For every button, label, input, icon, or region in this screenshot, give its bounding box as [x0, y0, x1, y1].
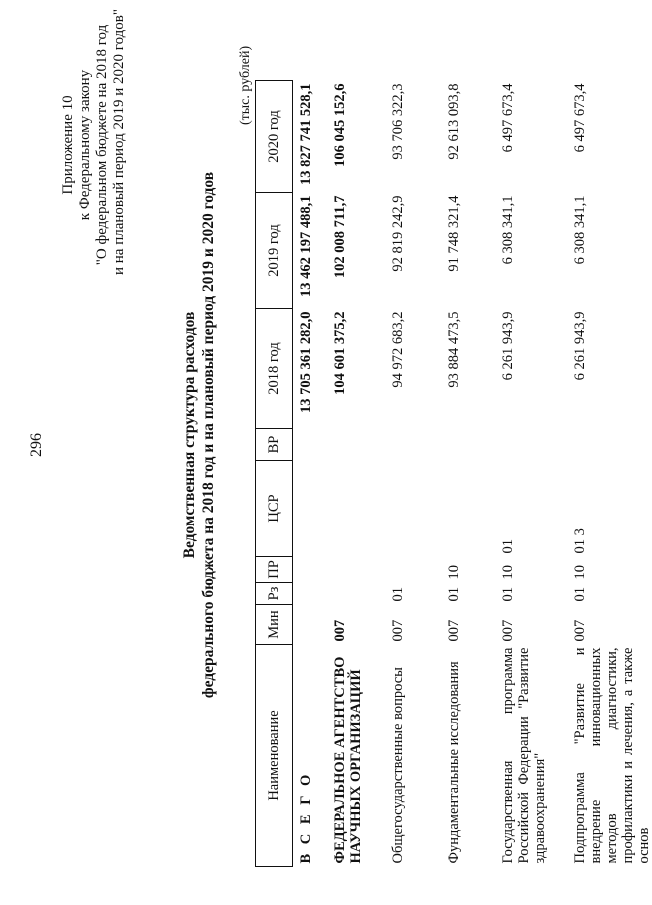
row-min: 007: [500, 619, 516, 642]
header-2019: 2019 год: [256, 193, 293, 309]
row-csr: [324, 461, 382, 557]
title-line-2: федерального бюджета на 2018 год и на плановый период 2019 и 2020 годов: [200, 171, 217, 699]
table-row: [492, 81, 564, 867]
row-2019: 92 819 242,9: [390, 195, 406, 272]
row-rz: 01: [500, 587, 516, 602]
row-vr: [382, 429, 438, 461]
row-name: ФЕДЕРАЛЬНОЕ АГЕНТСТВО НАУЧНЫХ ОРГАНИЗАЦИЙ: [332, 656, 364, 864]
header-min: Мин: [256, 605, 293, 645]
row-pr: 10: [446, 565, 462, 580]
header-2018: 2018 год: [256, 309, 293, 429]
document-title: [180, 155, 218, 715]
row-min: 007: [332, 619, 348, 642]
row-vr: [492, 429, 564, 461]
row-pr: [293, 557, 325, 583]
row-vr: [564, 429, 652, 461]
appendix-line-4: и на плановый период 2019 и 2020 годов": [111, 9, 127, 275]
row-name: Подпрограмма "Развитие и внедрение инновационных методов диагностики, профилактики и лечения, а также основ: [572, 647, 652, 864]
row-2018: 13 705 361 282,0: [298, 311, 314, 413]
row-2019: 102 008 711,7: [332, 195, 348, 279]
row-min: 007: [572, 619, 588, 642]
table-row: [438, 81, 492, 867]
table-row: [564, 81, 652, 867]
row-vr: [324, 429, 382, 461]
row-csr: [438, 461, 492, 557]
row-pr: 10: [500, 565, 516, 580]
row-2019: 13 462 197 488,1: [298, 195, 314, 297]
row-min: [293, 605, 325, 645]
row-2020: 6 497 673,4: [572, 83, 588, 153]
row-2019: 6 308 341,1: [572, 195, 588, 265]
row-2018: 6 261 943,9: [572, 311, 588, 381]
row-name: В С Е Г О: [298, 771, 314, 864]
row-min: 007: [390, 619, 406, 642]
row-2018: 104 601 375,2: [332, 311, 348, 395]
header-2020: 2020 год: [256, 81, 293, 193]
row-2020: 13 827 741 528,1: [298, 83, 314, 185]
table-row: [382, 81, 438, 867]
table-row: [324, 81, 382, 867]
row-rz: 01: [572, 587, 588, 602]
row-vr: [293, 429, 325, 461]
row-csr: [382, 461, 438, 557]
row-2019: 91 748 321,4: [446, 195, 462, 272]
row-rz: 01: [390, 587, 406, 602]
row-pr: [324, 557, 382, 583]
row-2020: 92 613 093,8: [446, 83, 462, 160]
appendix-line-3: "О федеральном бюджете на 2018 год: [94, 24, 110, 266]
header-name: Наименование: [256, 645, 293, 867]
row-name: Фундаментальные исследования: [446, 661, 462, 864]
row-pr: [382, 557, 438, 583]
row-rz: [293, 583, 325, 605]
units-label: (тыс. рублей): [238, 45, 253, 125]
row-pr: 10: [572, 565, 588, 580]
row-csr: 01 3: [572, 528, 588, 554]
page-number: 296: [28, 433, 45, 457]
row-name: Государственная программа Российской Федерации "Развитие здравоохранения": [500, 647, 548, 864]
row-min: 007: [446, 619, 462, 642]
row-csr: 01: [500, 539, 516, 554]
header-rz: Рз: [256, 583, 293, 605]
budget-table: [255, 80, 652, 867]
row-2020: 93 706 322,3: [390, 83, 406, 160]
row-2018: 6 261 943,9: [500, 311, 516, 381]
row-csr: [293, 461, 325, 557]
row-2018: 94 972 683,2: [390, 311, 406, 388]
row-rz: [324, 583, 382, 605]
header-vr: ВР: [256, 429, 293, 461]
table-header-row: [256, 81, 293, 867]
row-2019: 6 308 341,1: [500, 195, 516, 265]
appendix-line-1: Приложение 10: [60, 95, 76, 195]
appendix-line-2: к Федеральному закону: [77, 69, 93, 221]
row-2020: 106 045 152,6: [332, 83, 348, 167]
row-vr: [438, 429, 492, 461]
row-rz: 01: [446, 587, 462, 602]
header-csr: ЦСР: [256, 461, 293, 557]
row-2018: 93 884 473,5: [446, 311, 462, 388]
row-name: Общегосударственные вопросы: [390, 667, 406, 864]
header-pr: ПР: [256, 557, 293, 583]
title-line-1: Ведомственная структура расходов: [181, 311, 198, 559]
row-2020: 6 497 673,4: [500, 83, 516, 153]
table-row-total: [293, 81, 325, 867]
appendix-header: [60, 9, 128, 275]
